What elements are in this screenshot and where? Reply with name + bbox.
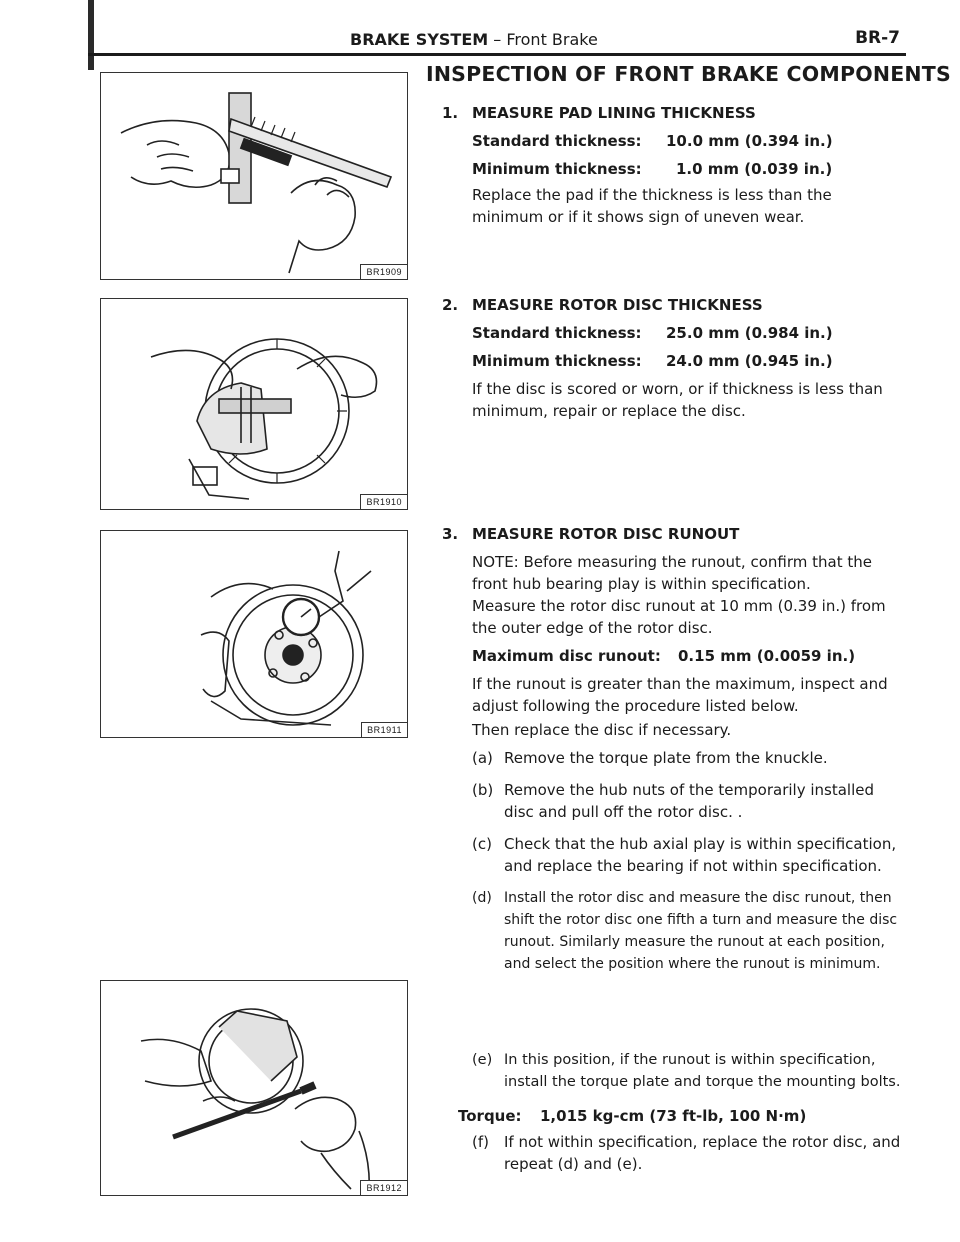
substep-tag: (e) [472, 1052, 493, 1068]
spec-label: Maximum disc runout: [472, 647, 661, 665]
section-title: INSPECTION OF FRONT BRAKE COMPONENTS [426, 62, 951, 86]
step-text: If the disc is scored or worn, or if thickness is less than minimum, repair or replace the disc. [472, 380, 883, 420]
figure-rotor-thickness [100, 298, 408, 510]
spec-value: 25.0 mm (0.984 in.) [666, 324, 833, 342]
spec-torque [458, 1105, 807, 1127]
substep-a [472, 747, 908, 769]
substep-text: Remove the torque plate from the knuckle. [504, 749, 828, 767]
substep-text: Install the rotor disc and measure the disc runout, then shift the rotor disc one fifth a turn and measure the disc runout. Similarly measure the runout at each position, and select the position where the runout is minimum. [504, 890, 898, 972]
substep-e [472, 1049, 908, 1093]
substep-tag: (a) [472, 749, 493, 767]
spec-value: 24.0 mm (0.945 in.) [666, 352, 833, 370]
step-number: 1. [442, 104, 459, 122]
substep-text: In this position, if the runout is within specification, install the torque plate and torque the mounting bolts. [504, 1052, 901, 1090]
spec-label: Standard thickness: [472, 132, 642, 150]
substep-d [472, 887, 908, 975]
dial-indicator-on-rotor-illustration [101, 531, 407, 737]
figure-torque-bolts [100, 980, 408, 1196]
spec-minimum-thickness [472, 350, 833, 372]
substep-text: If not within specification, replace the rotor disc, and repeat (d) and (e). [504, 1133, 901, 1173]
spec-max-runout [472, 645, 856, 667]
step-text-3: Then replace the disc if necessary. [472, 721, 732, 739]
substep-b [472, 779, 908, 823]
step-heading: MEASURE PAD LINING THICKNESS [472, 104, 756, 122]
substep-tag: (f) [472, 1133, 489, 1151]
spec-minimum-thickness [472, 158, 833, 180]
step-note: NOTE: Before measuring the runout, confirm that the front hub bearing play is within specification. [472, 553, 872, 593]
spec-value: 1.0 mm (0.039 in.) [676, 160, 833, 178]
spec-standard-thickness [472, 130, 833, 152]
caliper-measuring-rotor-illustration [101, 299, 407, 509]
figure-rotor-runout [100, 530, 408, 738]
torque-wrench-on-hub-illustration [101, 981, 407, 1195]
figure-code: BR1910 [360, 494, 407, 509]
step-text-2: If the runout is greater than the maximum, inspect and adjust following the procedure listed below. [472, 675, 888, 715]
header-title [350, 30, 598, 49]
spec-label: Torque: [458, 1107, 522, 1125]
substep-f [472, 1131, 908, 1175]
figure-code: BR1911 [361, 722, 407, 737]
step-number: 3. [442, 525, 459, 543]
page-code: BR-7 [855, 28, 900, 48]
step-number: 2. [442, 296, 459, 314]
step-text: Replace the pad if the thickness is less than the minimum or if it shows sign of uneven wear. [472, 186, 832, 226]
spec-value: 10.0 mm (0.394 in.) [666, 132, 833, 150]
substep-tag: (c) [472, 835, 492, 853]
spec-label: Standard thickness: [472, 324, 642, 342]
substep-c [472, 833, 908, 877]
caliper-measuring-pad-illustration [101, 73, 407, 279]
step-text: Measure the rotor disc runout at 10 mm (0.39 in.) from the outer edge of the rotor disc. [472, 597, 886, 637]
spec-value: 1,015 kg-cm (73 ft-lb, 100 N·m) [540, 1107, 807, 1125]
figure-code: BR1912 [360, 1180, 407, 1195]
page-header [88, 26, 906, 52]
step-heading: MEASURE ROTOR DISC THICKNESS [472, 296, 763, 314]
spec-value: 0.15 mm (0.0059 in.) [678, 647, 856, 665]
spec-label: Minimum thickness: [472, 160, 642, 178]
spec-standard-thickness [472, 322, 833, 344]
header-title-bold: BRAKE SYSTEM [350, 30, 489, 49]
header-title-rest: – Front Brake [488, 30, 598, 49]
header-rule [88, 53, 906, 56]
spec-label: Minimum thickness: [472, 352, 642, 370]
step-heading: MEASURE ROTOR DISC RUNOUT [472, 525, 740, 543]
figure-code: BR1909 [360, 264, 407, 279]
substep-text: Check that the hub axial play is within specification, and replace the bearing if not within specification. [504, 835, 897, 875]
figure-pad-measure [100, 72, 408, 280]
substep-text: Remove the hub nuts of the temporarily installed disc and pull off the rotor disc. . [504, 781, 874, 821]
substep-tag: (d) [472, 890, 492, 906]
substep-tag: (b) [472, 781, 494, 799]
